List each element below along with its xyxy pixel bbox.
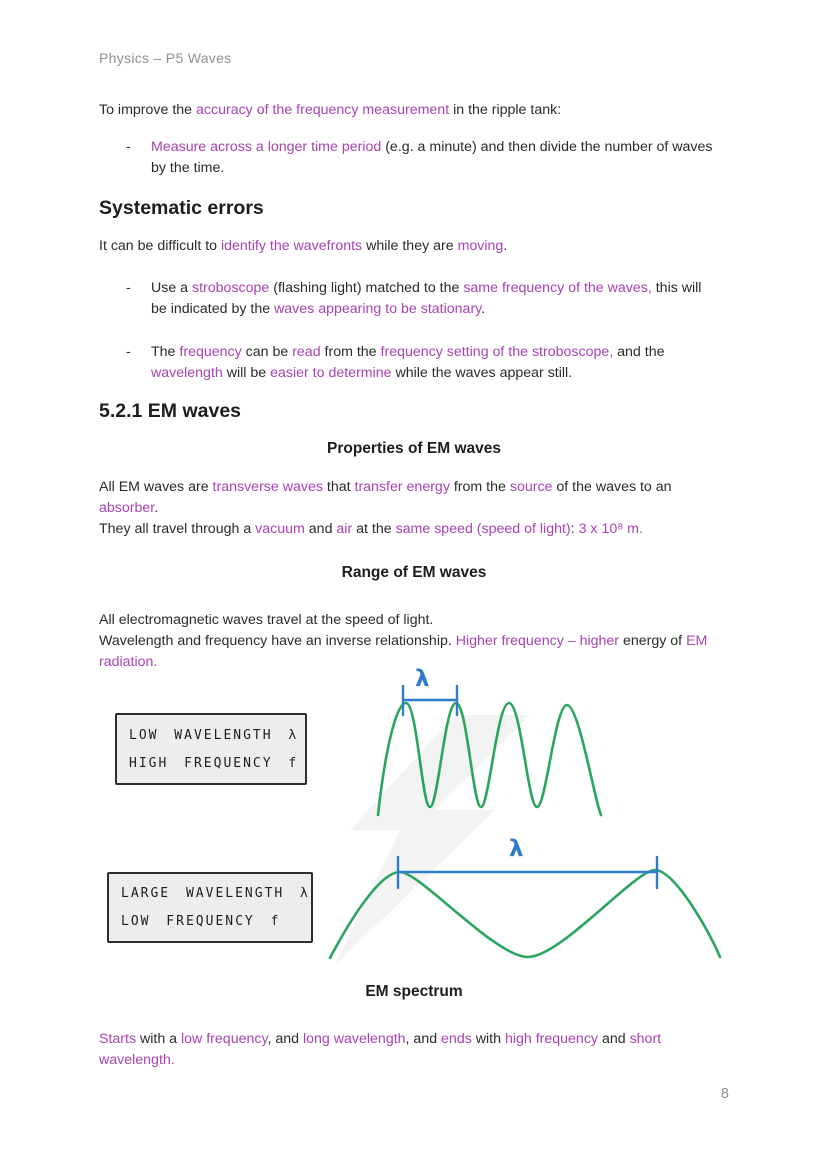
text-segment: Higher frequency – higher [455, 633, 620, 649]
bullet-dash: - [126, 344, 131, 360]
text-segment: . [481, 301, 486, 317]
text-segment: accuracy of the frequency measurement [196, 102, 450, 118]
text-segment: Measure across a longer time period [151, 139, 382, 155]
bullet-text [151, 137, 721, 179]
text-segment: and the [613, 344, 665, 360]
text-segment: frequency setting of the stroboscope, [380, 344, 614, 360]
bullet-item-frequency-reading [99, 342, 729, 384]
text-segment: 3 x 10⁸ m. [578, 521, 643, 537]
box-line-low-frequency: LOW FREQUENCY f [121, 913, 281, 929]
text-segment: To improve the [99, 102, 196, 118]
box-line-low-wavelength: LOW WAVELENGTH λ [129, 727, 299, 743]
text-segment: same frequency of the waves, [463, 280, 652, 296]
text-segment: They all travel through a [99, 521, 256, 537]
text-segment: , and [405, 1031, 442, 1047]
low-frequency-wave-path [330, 870, 720, 958]
box-line-large-wavelength: LARGE WAVELENGTH λ [121, 886, 310, 902]
text-segment: short wavelength. [99, 1031, 662, 1068]
text-segment: from the [320, 344, 381, 360]
systematic-intro-paragraph [99, 236, 729, 257]
wavelength-diagrams [99, 666, 729, 983]
em-waves-heading: 5.2.1 EM waves [99, 400, 242, 422]
wavelength-bracket [398, 857, 657, 888]
text-segment: ends [441, 1031, 472, 1047]
text-segment: wavelength [151, 365, 223, 381]
bullet-text [151, 342, 721, 384]
text-segment: (flashing light) matched to the [269, 280, 464, 296]
lambda-label-low-frequency: λ [509, 836, 524, 862]
intro-paragraph [99, 100, 729, 121]
box-line-high-frequency: HIGH FREQUENCY f [129, 755, 299, 771]
range-subheading: Range of EM waves [341, 564, 487, 581]
bullet-dash: - [126, 280, 131, 296]
text-segment: moving [457, 238, 504, 254]
text-segment: : [570, 521, 579, 537]
text-segment: that [322, 479, 355, 495]
high-frequency-wave-svg [370, 665, 610, 825]
bullet-dash: - [126, 139, 131, 155]
text-segment: can be [241, 344, 293, 360]
low-frequency-wave-svg [325, 835, 725, 975]
page-number: 8 [720, 1086, 729, 1102]
text-segment: transverse waves [212, 479, 323, 495]
text-segment: absorber [99, 500, 155, 516]
text-segment: will be [222, 365, 271, 381]
text-segment: identify the wavefronts [220, 238, 363, 254]
bullet-item-stroboscope [99, 278, 729, 320]
properties-subheading: Properties of EM waves [326, 440, 501, 457]
large-wavelength-label-box [107, 872, 313, 943]
spectrum-paragraph [99, 1029, 729, 1071]
range-line-1 [99, 610, 729, 631]
text-segment: with [471, 1031, 505, 1047]
text-segment: Wavelength and frequency have an inverse relationship. [99, 633, 456, 649]
bullet-item-improve-accuracy [99, 137, 729, 179]
text-segment: read [292, 344, 321, 360]
text-segment: in the ripple tank: [449, 102, 562, 118]
properties-line-2 [99, 519, 729, 540]
systematic-errors-heading: Systematic errors [99, 197, 264, 219]
text-segment: from the [449, 479, 510, 495]
text-segment: and [304, 521, 337, 537]
text-segment: at the [352, 521, 396, 537]
text-segment: The [151, 344, 180, 360]
text-segment: (e.g. a minute) and then divide the number of waves by the time. [151, 139, 713, 176]
text-segment: with a [136, 1031, 182, 1047]
text-segment: while they are [362, 238, 458, 254]
text-segment: It can be difficult to [99, 238, 221, 254]
bullet-text [151, 278, 721, 320]
text-segment: , and [267, 1031, 303, 1047]
text-segment: All electromagnetic waves travel at the speed of light. [99, 612, 434, 628]
text-segment: easier to determine [270, 365, 392, 381]
text-segment: . [503, 238, 508, 254]
text-segment: All EM waves are [99, 479, 213, 495]
text-segment: while the waves appear still. [391, 365, 573, 381]
text-segment: source [509, 479, 553, 495]
text-segment: air [336, 521, 353, 537]
lambda-label-high-frequency: λ [415, 666, 430, 692]
text-segment: stroboscope [192, 280, 270, 296]
text-segment: EM radiation. [99, 633, 708, 670]
text-segment: frequency [179, 344, 242, 360]
text-segment: energy of [619, 633, 687, 649]
properties-paragraph [99, 477, 729, 540]
text-segment: low frequency [181, 1031, 268, 1047]
text-segment: Use a [151, 280, 193, 296]
text-segment: vacuum [255, 521, 305, 537]
high-frequency-wave-path [378, 703, 601, 815]
text-segment: long wavelength [303, 1031, 406, 1047]
text-segment: Starts [99, 1031, 137, 1047]
text-segment: and [598, 1031, 630, 1047]
text-segment: high frequency [504, 1031, 599, 1047]
text-segment: waves appearing to be stationary [274, 301, 482, 317]
text-segment: transfer energy [354, 479, 450, 495]
document-header: Physics – P5 Waves [99, 50, 232, 66]
low-wavelength-label-box [115, 713, 307, 785]
text-segment: same speed (speed of light) [395, 521, 571, 537]
text-segment: . [154, 500, 159, 516]
text-segment: this will be indicated by the [151, 280, 702, 317]
em-spectrum-caption: EM spectrum [365, 983, 463, 1000]
text-segment: of the waves to an [552, 479, 672, 495]
range-paragraph [99, 610, 729, 673]
properties-line-1 [99, 477, 729, 519]
